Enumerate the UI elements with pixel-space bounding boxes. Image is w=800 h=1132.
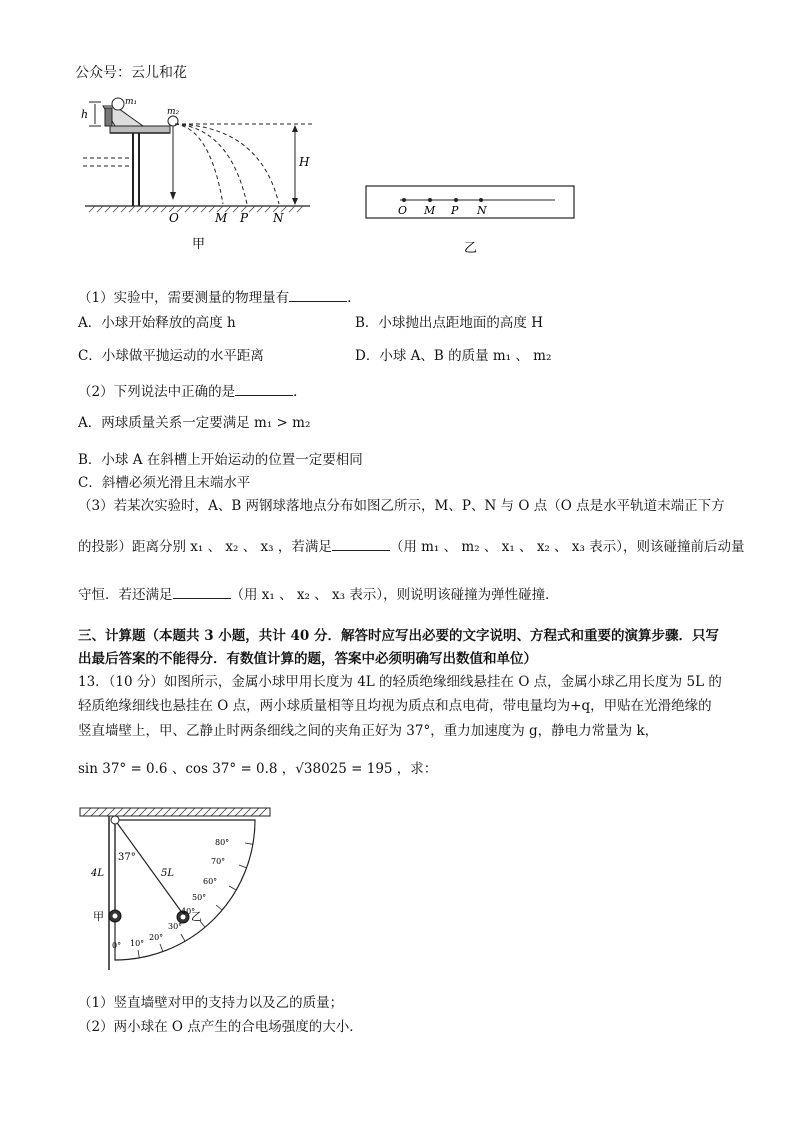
scale-20: 20° [149,933,164,942]
label-M: M [215,211,228,225]
q3-line1: （3）若某次实验时，A、B 两钢球落地点分布如图乙所示，M、P、N 与 O 点（O 点是水平轨道末端正下方 [78,498,725,514]
label-N: N [273,211,284,225]
section3-line1: 三、计算题（本题共 3 小题，共计 40 分．解答时应写出必要的文字说明、方程式和重要的演算步骤．只写 [78,628,719,644]
label-m1: m₁ [125,97,138,107]
q13-line2: 轻质绝缘细线也悬挂在 O 点，两小球质量相等且均视为质点和点电荷，带电量均为+q，甲贴在光滑绝缘的 [78,698,712,714]
scale-30: 30° [168,922,183,931]
label-m2: m₂ [167,107,180,117]
yi-label-M: M [424,204,436,217]
scale-40: 40° [181,907,196,916]
figure-q13 [75,800,275,975]
q1-option-c: C．小球做平抛运动的水平距离 [78,348,264,364]
angle-label: 37° [118,852,136,863]
q1-option-d: D．小球 A、B 的质量 m₁ 、 m₂ [355,348,552,364]
label-P: P [240,211,249,225]
figure-jia [75,88,325,253]
label-H: H [299,155,310,169]
q2-stem: （2）下列说法中正确的是 . [78,384,298,400]
q1-stem: （1）实验中，需要测量的物理量有 . [78,290,352,306]
scale-80: 80° [215,838,230,847]
answer-blank[interactable] [289,289,347,302]
yi-label-O: O [398,204,408,217]
q2-option-b: B．小球 A 在斜槽上开始运动的位置一定要相同 [78,452,363,468]
ball-yi-label: 乙 [191,910,202,923]
scale-50: 50° [192,893,207,902]
label-h: h [81,108,89,121]
q2-option-a: A．两球质量关系一定要满足 m₁ > m₂ [78,415,311,431]
scale-10: 10° [130,939,145,948]
ball-jia-label: 甲 [93,910,104,923]
q3-line3: 守恒．若还满足 （用 x₁ 、 x₂ 、 x₃ 表示），则说明该碰撞为弹性碰撞． [78,587,559,603]
label-O: O [169,211,179,225]
answer-blank[interactable] [332,538,390,551]
answer-blank[interactable] [235,383,293,396]
q13-sub2: （2）两小球在 O 点产生的合电场强度的大小． [78,1019,363,1035]
len-4l: 4L [91,868,105,879]
caption-yi: 乙 [464,241,478,256]
scale-70: 70° [211,857,226,866]
section3-line2: 出最后答案的不能得分．有数值计算的题，答案中必须明确写出数值和单位） [78,651,537,667]
q3-line2: 的投影）距离分别 x₁ 、 x₂ 、 x₃ ，若满足 （用 m₁ 、 m₂ 、 x₁ 、 x₂ 、 x₃ 表示），则该碰撞前后动量 [78,539,745,555]
scale-0: 0° [112,941,122,950]
figure-yi [360,180,580,260]
scale-60: 60° [203,877,218,886]
yi-label-N: N [477,204,487,217]
caption-jia: 甲 [192,237,206,252]
q13-line1: 13．（10 分）如图所示，金属小球甲用长度为 4L 的轻质绝缘细线悬挂在 O 点，金属小球乙用长度为 5L 的 [78,674,722,690]
q13-line4: sin 37° = 0.6 、cos 37° = 0.8 ，√38025 = 195 ，求： [78,761,438,777]
answer-blank[interactable] [173,586,231,599]
q2-option-c: C．斜槽必须光滑且末端水平 [78,475,251,491]
yi-label-P: P [451,204,459,217]
q1-option-a: A．小球开始释放的高度 h [78,315,236,331]
q1-option-b: B．小球抛出点距地面的高度 H [355,315,543,331]
len-5l: 5L [161,868,175,879]
q13-line3: 竖直墙壁上，甲、乙静止时两条细线之间的夹角正好为 37°，重力加速度为 g，静电力常量为 k， [78,723,659,739]
q13-sub1: （1）竖直墙壁对甲的支持力以及乙的质量； [78,995,344,1011]
source-header: 公众号：云儿和花 [75,65,187,81]
